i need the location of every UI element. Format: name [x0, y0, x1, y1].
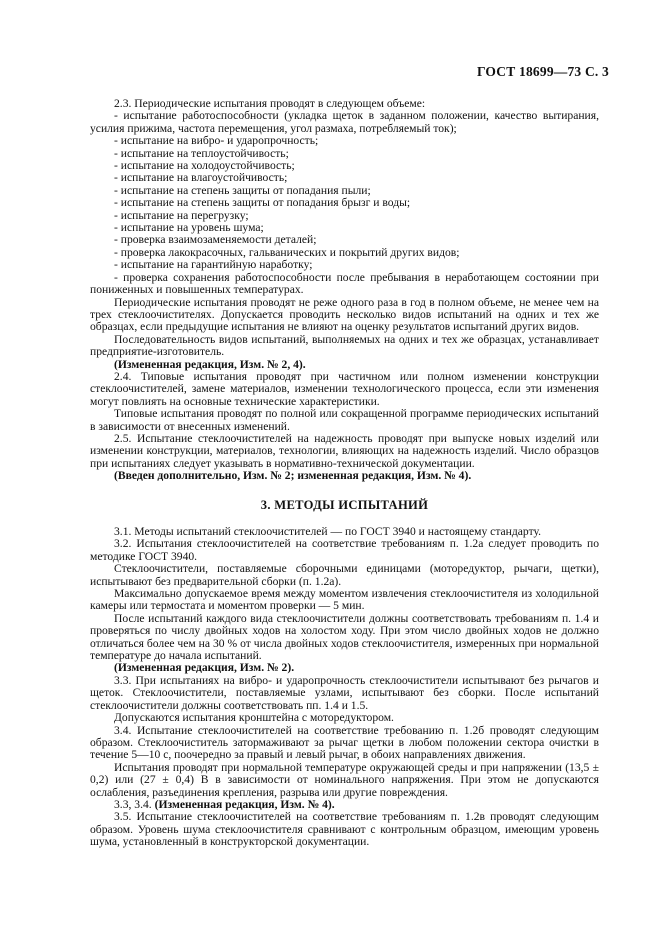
list-item: - испытание на влагоустойчивость; — [114, 171, 288, 185]
edit-note-3-2: (Измененная редакция, Изм. № 2). — [114, 661, 295, 675]
paragraph-periodic: Периодические испытания проводят не реже одного раза в год в полном объеме, не менее чем на трех стеклоочистителях. Допускается проводить несколько видов испытаний на одних и тех же образцах, если предыдущие испытания не влияют на оценку результатов испытаний других видов. — [90, 295, 599, 334]
paragraph-2-3-intro: 2.3. Периодические испытания проводят в следующем объеме: — [114, 97, 426, 110]
list-item: - испытание на вибро- и ударопрочность; — [114, 134, 319, 148]
paragraph-3-3: 3.3. При испытаниях на вибро- и ударопрочность стеклоочистители испытывают без рычагов и щеток. Стеклоочистители, поставляемые узлами, испытывают без сборки. После испытаний стеклоочистители должны соответствовать пп. 1.4 и 1.5. — [90, 673, 599, 712]
edit-note-2-3: (Измененная редакция, Изм. № 2, 4). — [114, 357, 306, 371]
paragraph-after-tests: После испытаний каждого вида стеклоочистители должны соответствовать требованиям п. 1.4 и проверяться по числу двойных ходов на холостом ходу. При этом число двойных ходов не должно отличаться более чем на 30 % от числа двойных ходов стеклоочистителя, измеренных при нормальной температуре до начала испытаний. — [90, 611, 599, 663]
document-body — [90, 98, 599, 849]
section-3-title: 3. МЕТОДЫ ИСПЫТАНИЙ — [260, 497, 429, 512]
paragraph-bracket: Допускаются испытания кронштейна с моторедуктором. — [114, 711, 394, 725]
list-item: - испытание на перегрузку; — [114, 208, 249, 222]
list-item: - проверка взаимозаменяемости деталей; — [114, 233, 317, 247]
paragraph-sequence: Последовательность видов испытаний, выполняемых на одних и тех же образцах, устанавливает предприятие-изготовитель. — [90, 332, 599, 359]
list-item: - испытание работоспособности (укладка щеток в заданном положении, качество вытирания, усилия прижима, частота перемещения, угол размаха, потребляемый ток); — [90, 109, 599, 135]
edit-note-text: (Измененная редакция, Изм. № 4). — [154, 797, 335, 811]
list-item: - испытание на теплоустойчивость; — [114, 146, 289, 160]
list-item: - испытание на уровень шума; — [114, 221, 264, 235]
list-item: - проверка лакокрасочных, гальванических и покрытий других видов; — [114, 245, 460, 259]
paragraph-tests-normal: Испытания проводят при нормальной температуре окружающей среды и при напряжении (13,5 ± 0,2) или (27 ± 0,4) В в зависимости от номинального напряжения. При этом не допускаются ослабления, разъединения крепления, разрыва или другие повреждения. — [90, 760, 599, 799]
list-item: - испытание на холодоустойчивость; — [114, 159, 295, 173]
paragraph-2-5: 2.5. Испытание стеклоочистителей на надежность проводят при выпуске новых изделий или изменении конструкции, материалов, технологии, влияющих на надежность изделий. Число образцов при испытаниях следует указывать в нормативно-технической документации. — [90, 431, 599, 470]
list-item: - испытание на степень защиты от попадания пыли; — [114, 183, 371, 197]
paragraph-3-1: 3.1. Методы испытаний стеклоочистителей — по ГОСТ 3940 и настоящему стандарту. — [114, 525, 542, 538]
list-item: - испытание на степень защиты от попадания брызг и воды; — [114, 196, 411, 210]
paragraph-2-4: 2.4. Типовые испытания проводят при частичном или полном изменении конструкции стеклоочистителей, замене материалов, изменении технологического процесса, если эти изменения могут повлиять на основные технические характеристики. — [90, 369, 599, 408]
list-item: - испытание на гарантийную наработку; — [114, 258, 313, 272]
paragraph-max-time: Максимально допускаемое время между моментом извлечения стеклоочистителя из холодильной камеры или термостата и моментом проверки — 5 мин. — [90, 587, 599, 613]
paragraph-assembly: Стеклоочистители, поставляемые сборочными единицами (моторедуктор, рычаги, щетки), испытывают без предварительной сборки (п. 1.2а). — [90, 562, 599, 588]
list-item: - проверка сохранения работоспособности после пребывания в неработающем состоянии при пониженных и повышенных температурах. — [90, 270, 599, 297]
edit-note-2-5: (Введен дополнительно, Изм. № 2; измененная редакция, Изм. № 4). — [114, 469, 472, 483]
paragraph-3-2: 3.2. Испытания стеклоочистителей на соответствие требованиям п. 1.2а следует проводить по методике ГОСТ 3940. — [90, 537, 599, 563]
edit-note-numbers: 3.3, 3.4. — [114, 797, 152, 811]
paragraph-typical: Типовые испытания проводят по полной или сокращенной программе периодических испытаний в зависимости от внесенных изменений. — [90, 407, 599, 433]
periodic-tests-list — [90, 110, 599, 296]
page-header: ГОСТ 18699—73 С. 3 — [476, 64, 609, 79]
paragraph-3-4: 3.4. Испытание стеклоочистителей на соответствие требованию п. 1.2б проводят следующим образом. Стеклоочиститель затормаживают за рычаг щетки в любом положении сектора очистки в течение 5—10 с, поочередно за правый и левый рычаг, в обоих направлениях движения. — [90, 723, 599, 762]
paragraph-3-5: 3.5. Испытание стеклоочистителей на соответствие требованиям п. 1.2в проводят следующим образом. Уровень шума стеклоочистителя сравнивают с контрольным образцом, имеющим уровень шума, установленный в конструкторской документации. — [90, 810, 599, 849]
